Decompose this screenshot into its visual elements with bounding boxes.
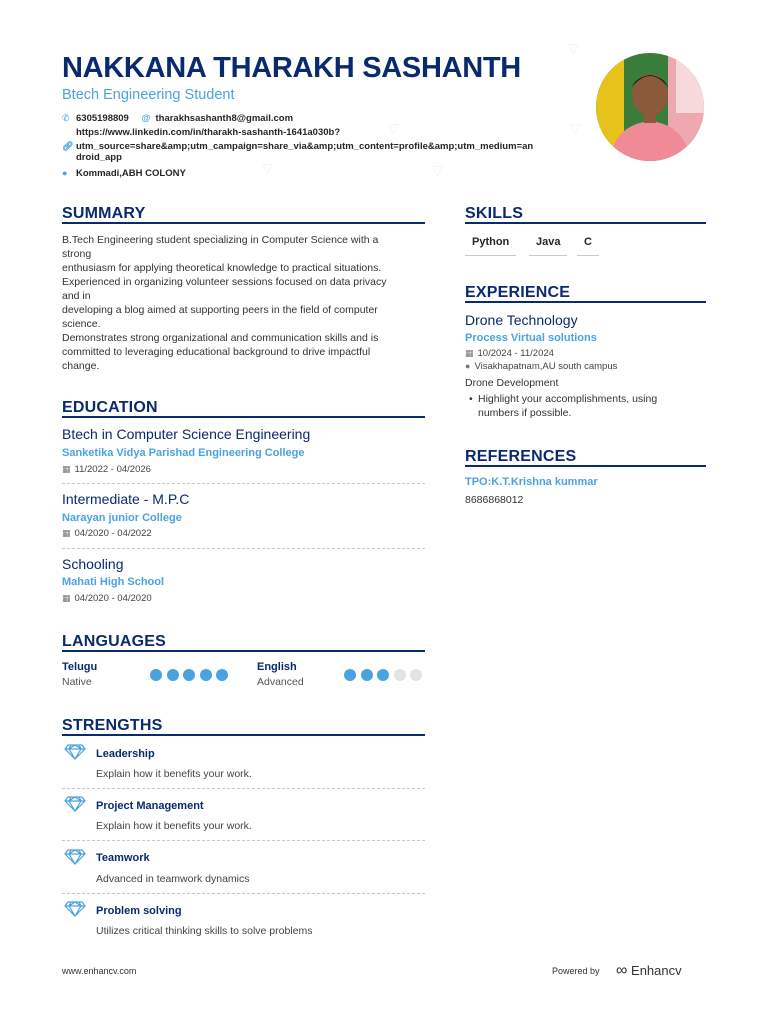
- strength-title: Project Management: [96, 800, 204, 812]
- education-heading: EDUCATION: [62, 399, 158, 416]
- summary-line: science.: [62, 318, 101, 330]
- experience-heading-rule: [465, 301, 706, 303]
- linkedin-link-line3[interactable]: droid_app: [76, 152, 122, 163]
- strength-description: Advanced in teamwork dynamics: [96, 873, 250, 885]
- skill-tag: Java: [529, 236, 567, 256]
- summary-line: Experienced in organizing volunteer sessions focused on data privacy: [62, 276, 387, 288]
- language-level: Native: [62, 676, 92, 688]
- experience-dates-row: [465, 348, 554, 359]
- education-dates-row: [62, 528, 152, 539]
- brand-name: Enhancv: [631, 963, 682, 978]
- strength-description: Explain how it benefits your work.: [96, 820, 252, 832]
- rating-dot-filled: [361, 669, 373, 681]
- education-heading-rule: [62, 416, 425, 418]
- linkedin-link-line2[interactable]: utm_source=share&amp;utm_campaign=share_via&amp;utm_content=profile&amp;utm_medium=an: [76, 141, 534, 152]
- experience-role: Drone Technology: [465, 312, 578, 328]
- candidate-role: Btech Engineering Student: [62, 87, 235, 103]
- education-dates-row: [62, 464, 151, 475]
- strength-title: Problem solving: [96, 905, 182, 917]
- education-dates-row: [62, 593, 152, 604]
- rating-dot-filled: [344, 669, 356, 681]
- calendar-icon: ▦: [62, 528, 71, 538]
- footer-powered-by: Powered by: [552, 966, 600, 976]
- strengths-heading: STRENGTHS: [62, 717, 163, 734]
- rating-dot-empty: [394, 669, 406, 681]
- location-text: Kommadi,ABH COLONY: [76, 168, 186, 179]
- education-dates: 11/2022 - 04/2026: [74, 464, 151, 475]
- education-dates: 04/2020 - 04/2022: [74, 528, 152, 539]
- strength-description: Explain how it benefits your work.: [96, 768, 252, 780]
- candidate-name: NAKKANA THARAKH SASHANTH: [62, 52, 521, 84]
- strength-title: Teamwork: [96, 852, 150, 864]
- experience-bullet-line: numbers if possible.: [478, 407, 572, 419]
- at-icon: @: [141, 113, 151, 123]
- calendar-icon: ▦: [62, 593, 71, 603]
- summary-line: B.Tech Engineering student specializing in Computer Science with a: [62, 234, 379, 246]
- reference-name: TPO:K.T.Krishna kummar: [465, 476, 598, 488]
- education-degree: Btech in Computer Science Engineering: [62, 426, 311, 442]
- rating-dot-filled: [167, 669, 179, 681]
- profile-photo: [596, 53, 704, 161]
- experience-location-row: [465, 361, 617, 372]
- rating-dot-empty: [410, 669, 422, 681]
- education-school: Mahati High School: [62, 576, 165, 588]
- summary-line: enthusiasm for applying theoretical knowledge to practical situations.: [62, 262, 382, 274]
- calendar-icon: ▦: [465, 348, 474, 358]
- summary-line: strong: [62, 248, 92, 260]
- experience-company: Process Virtual solutions: [465, 332, 597, 344]
- background-decoration: ▽: [568, 40, 579, 56]
- diamond-icon: [64, 849, 86, 865]
- rating-dot-filled: [216, 669, 228, 681]
- divider: [62, 788, 425, 789]
- background-decoration: ▽: [262, 160, 273, 176]
- divider: [62, 840, 425, 841]
- reference-phone: 8686868012: [465, 494, 524, 506]
- contact-row: [62, 112, 293, 125]
- link-icon: 🔗︎: [62, 141, 74, 151]
- experience-bullet-line: Highlight your accomplishments, using: [478, 393, 658, 405]
- background-decoration: ▽: [432, 162, 443, 178]
- references-heading: REFERENCES: [465, 448, 577, 465]
- skill-tag: Python: [465, 236, 516, 256]
- summary-heading: SUMMARY: [62, 205, 146, 222]
- rating-dot-filled: [200, 669, 212, 681]
- background-decoration: ▽: [388, 120, 399, 136]
- email-link[interactable]: tharakhsashanth8@gmail.com: [155, 113, 294, 124]
- divider: [62, 893, 425, 894]
- strength-description: Utilizes critical thinking skills to solve problems: [96, 925, 313, 937]
- summary-line: and in: [62, 290, 91, 302]
- language-name: Telugu: [62, 661, 98, 673]
- calendar-icon: ▦: [62, 464, 71, 474]
- phone-icon: ✆: [62, 113, 70, 123]
- languages-heading-rule: [62, 650, 425, 652]
- diamond-icon: [64, 901, 86, 917]
- references-heading-rule: [465, 465, 706, 467]
- footer-website[interactable]: www.enhancv.com: [62, 966, 137, 976]
- divider: [62, 548, 425, 549]
- experience-location: Visakhapatnam,AU south campus: [474, 361, 618, 372]
- education-degree: Intermediate - M.P.C: [62, 491, 190, 507]
- experience-bullet: [478, 392, 708, 420]
- linkedin-link-line1[interactable]: https://www.linkedin.com/in/tharakh-sashanth-1641a030b?: [76, 127, 341, 138]
- skill-tag: C: [577, 236, 599, 256]
- education-degree: Schooling: [62, 556, 124, 572]
- languages-heading: LANGUAGES: [62, 633, 167, 650]
- summary-line: developing a blog aimed at supporting peers in the field of computer: [62, 304, 378, 316]
- diamond-icon: [64, 744, 86, 760]
- language-name: English: [257, 661, 297, 673]
- skills-heading: SKILLS: [465, 205, 524, 222]
- experience-description: Drone Development: [465, 377, 559, 389]
- education-school: Narayan junior College: [62, 512, 182, 524]
- linkedin-link-line2-row: [62, 140, 533, 153]
- skills-heading-rule: [465, 222, 706, 224]
- summary-heading-rule: [62, 222, 425, 224]
- infinity-icon: ∞: [616, 962, 628, 979]
- rating-dot-filled: [377, 669, 389, 681]
- summary-line: Demonstrates strong organizational and communication skills and is: [62, 332, 379, 344]
- bullet-icon: •: [469, 393, 473, 405]
- location-pin-icon: ●: [62, 168, 68, 178]
- summary-text: [62, 233, 427, 373]
- phone-number: 6305198809: [76, 113, 129, 124]
- summary-line: change.: [62, 360, 100, 372]
- strength-title: Leadership: [96, 748, 155, 760]
- location-row: [62, 167, 186, 180]
- language-level: Advanced: [257, 676, 304, 688]
- background-decoration: ▽: [570, 120, 581, 136]
- experience-heading: EXPERIENCE: [465, 284, 571, 301]
- rating-dot-filled: [183, 669, 195, 681]
- strengths-heading-rule: [62, 734, 425, 736]
- education-dates: 04/2020 - 04/2020: [74, 593, 152, 604]
- education-school: Sanketika Vidya Parishad Engineering College: [62, 447, 305, 459]
- rating-dot-filled: [150, 669, 162, 681]
- summary-line: committed to leveraging educational background to drive impactful: [62, 346, 371, 358]
- experience-dates: 10/2024 - 11/2024: [477, 348, 554, 359]
- location-pin-icon: ●: [465, 361, 471, 371]
- diamond-icon: [64, 796, 86, 812]
- brand-logo[interactable]: [616, 962, 682, 980]
- divider: [62, 483, 425, 484]
